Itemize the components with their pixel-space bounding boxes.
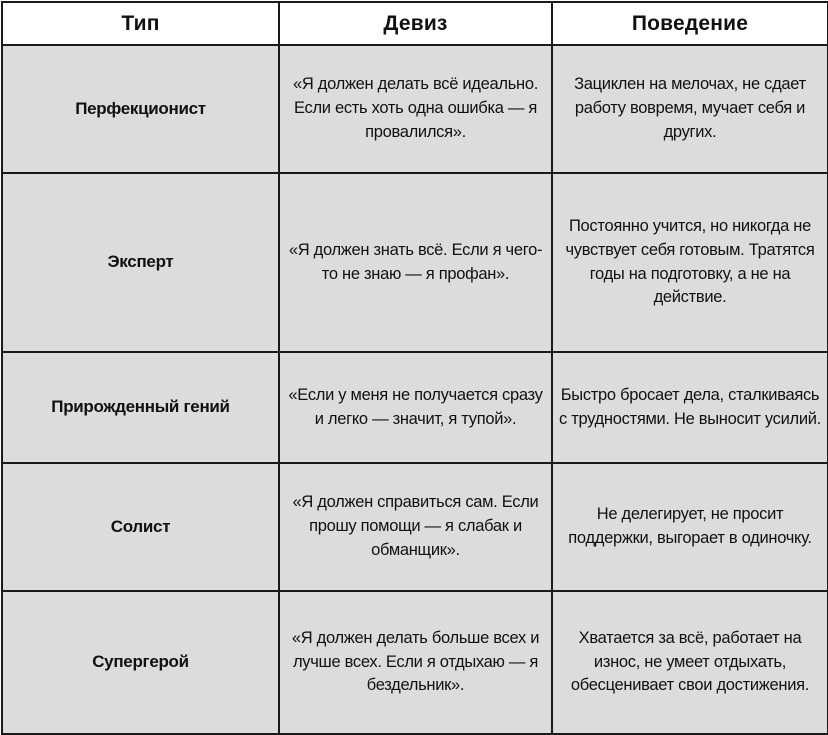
table-row: [2, 173, 828, 352]
motto-cell: «Я должен справиться сам. Если прошу помощи — я слабак и обманщик».: [279, 463, 552, 591]
motto-cell: «Если у меня не получается сразу и легко — значит, я тупой».: [279, 352, 552, 463]
type-cell: Солист: [2, 463, 279, 591]
behavior-cell: Не делегирует, не просит поддержки, выгорает в одиночку.: [552, 463, 828, 591]
header-type: Тип: [2, 2, 279, 45]
table-row: [2, 463, 828, 591]
behavior-cell: Зациклен на мелочах, не сдает работу вовремя, мучает себя и других.: [552, 45, 828, 173]
table-row: [2, 45, 828, 173]
type-cell: Перфекционист: [2, 45, 279, 173]
motto-cell: «Я должен знать всё. Если я чего-то не знаю — я профан».: [279, 173, 552, 352]
header-motto: Девиз: [279, 2, 552, 45]
impostor-types-table: [1, 1, 828, 735]
table-row: [2, 591, 828, 734]
type-cell: Эксперт: [2, 173, 279, 352]
motto-cell: «Я должен делать всё идеально. Если есть хоть одна ошибка — я провалился».: [279, 45, 552, 173]
header-behavior: Поведение: [552, 2, 828, 45]
table-row: [2, 352, 828, 463]
behavior-cell: Хватается за всё, работает на износ, не умеет отдыхать, обесценивает свои достижения.: [552, 591, 828, 734]
behavior-cell: Быстро бросает дела, сталкиваясь с трудностями. Не выносит усилий.: [552, 352, 828, 463]
table-header-row: [2, 2, 828, 45]
type-cell: Супергерой: [2, 591, 279, 734]
behavior-cell: Постоянно учится, но никогда не чувствует себя готовым. Тратятся годы на подготовку, а не на действие.: [552, 173, 828, 352]
motto-cell: «Я должен делать больше всех и лучше всех. Если я отдыхаю — я бездельник».: [279, 591, 552, 734]
type-cell: Прирожденный гений: [2, 352, 279, 463]
